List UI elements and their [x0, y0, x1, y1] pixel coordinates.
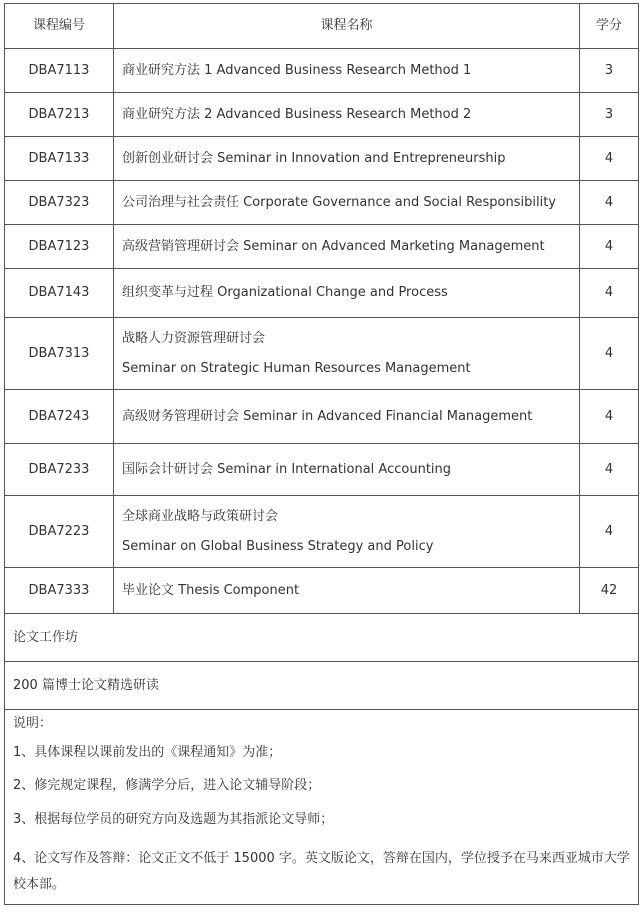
course-credit: 4 — [580, 181, 639, 225]
course-code: DBA7243 — [5, 390, 114, 444]
course-code: DBA7313 — [5, 318, 114, 390]
course-credit: 42 — [580, 568, 639, 614]
course-code: DBA7113 — [5, 49, 114, 93]
course-name: 商业研究方法 2 Advanced Business Research Method 2 — [114, 93, 580, 137]
course-name — [114, 318, 580, 390]
workshop-row — [5, 614, 639, 662]
course-name: 高级营销管理研讨会 Seminar on Advanced Marketing Management — [114, 225, 580, 269]
course-name: 国际会计研讨会 Seminar in International Accounting — [114, 444, 580, 496]
course-name: 公司治理与社会责任 Corporate Governance and Social Responsibility — [114, 181, 580, 225]
course-credit: 3 — [580, 49, 639, 93]
line-gap — [122, 525, 579, 539]
course-name: 商业研究方法 1 Advanced Business Research Method 1 — [114, 49, 580, 93]
course-name-cn: 战略人力资源管理研讨会 — [122, 330, 266, 346]
course-name: 高级财务管理研讨会 Seminar in Advanced Financial Management — [114, 390, 580, 444]
table-header-row — [5, 4, 639, 49]
course-name-cn: 全球商业战略与政策研讨会 — [122, 508, 279, 524]
table-row — [5, 390, 639, 444]
course-table — [4, 3, 639, 905]
workshop-label: 论文工作坊 — [5, 614, 639, 662]
header-credit: 学分 — [580, 4, 639, 49]
course-credit: 4 — [580, 390, 639, 444]
table-row — [5, 137, 639, 181]
table-row — [5, 318, 639, 390]
course-code: DBA7213 — [5, 93, 114, 137]
note-item: 2、修完规定课程，修满学分后，进入论文辅导阶段； — [13, 778, 321, 794]
course-credit: 3 — [580, 93, 639, 137]
header-code: 课程编号 — [5, 4, 114, 49]
course-code: DBA7133 — [5, 137, 114, 181]
table-row — [5, 496, 639, 568]
notes-row — [5, 710, 639, 905]
course-name — [114, 496, 580, 568]
course-code: DBA7123 — [5, 225, 114, 269]
table-row — [5, 181, 639, 225]
course-credit: 4 — [580, 444, 639, 496]
course-name: 毕业论文 Thesis Component — [114, 568, 580, 614]
notes-title: 说明： — [13, 716, 53, 731]
course-code: DBA7143 — [5, 269, 114, 318]
note-item: 1、具体课程以课前发出的《课程通知》为准； — [13, 744, 282, 760]
table-row — [5, 93, 639, 137]
table-row — [5, 568, 639, 614]
note-item: 4、论文写作及答辩：论文正文不低于 15000 字。英文版论文，答辩在国内，学位授予在马来西亚城市大学校本部。 — [13, 851, 630, 893]
notes-cell — [5, 710, 639, 905]
course-code: DBA7223 — [5, 496, 114, 568]
course-name-en: Seminar on Strategic Human Resources Management — [122, 360, 471, 376]
note-item: 3、根据每位学员的研究方向及选题为其指派论文导师； — [13, 812, 334, 828]
course-code: DBA7233 — [5, 444, 114, 496]
course-credit: 4 — [580, 137, 639, 181]
course-name: 组织变革与过程 Organizational Change and Process — [114, 269, 580, 318]
table-row — [5, 269, 639, 318]
course-code: DBA7333 — [5, 568, 114, 614]
table-row — [5, 444, 639, 496]
reading-row — [5, 662, 639, 710]
course-code: DBA7323 — [5, 181, 114, 225]
line-gap — [122, 347, 579, 361]
course-credit: 4 — [580, 225, 639, 269]
course-name-en: Seminar on Global Business Strategy and Policy — [122, 538, 434, 554]
course-name: 创新创业研讨会 Seminar in Innovation and Entrepreneurship — [114, 137, 580, 181]
table-row — [5, 225, 639, 269]
course-credit: 4 — [580, 318, 639, 390]
reading-label: 200 篇博士论文精选研读 — [5, 662, 639, 710]
course-credit: 4 — [580, 496, 639, 568]
course-credit: 4 — [580, 269, 639, 318]
table-row — [5, 49, 639, 93]
header-name: 课程名称 — [114, 4, 580, 49]
